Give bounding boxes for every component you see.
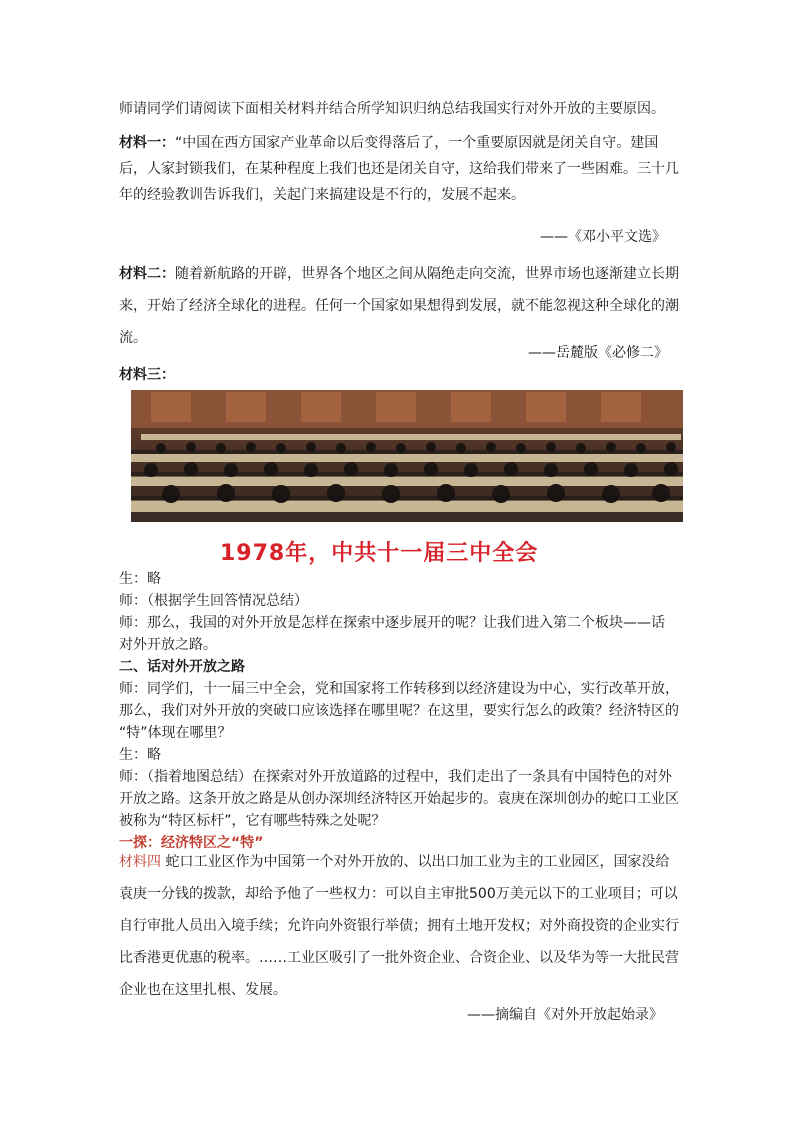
intro-text: 师请同学们请阅读下面相关材料并结合所学知识归纳总结我国实行对外开放的主要原因。 [119, 101, 665, 117]
section-2-heading: 二、话对外开放之路 [119, 659, 245, 675]
sub-heading: 一探：经济特区之“特” [119, 835, 264, 851]
photo-caption: 1978年，中共十一届三中全会 [220, 541, 539, 566]
material-2-label: 材料二： [119, 266, 175, 282]
material-4-label: 材料四 [119, 854, 161, 870]
material-4-source: ——摘编自《对外开放起始录》 [467, 1007, 663, 1023]
material-1-source: ——《邓小平文选》 [540, 229, 666, 245]
dialog-1: 生：略 师：（根据学生回答情况总结） 师：那么，我国的对外开放是怎样在探索中逐步展开的呢？让我们进入第二个板块——话 对外开放之路。 [119, 571, 665, 653]
material-4: 材料四 蛇口工业区作为中国第一个对外开放的、以出口加工业为主的工业园区，国家没给 袁庚一分钱的拨款，却给予他了一些权力：可以自主审批500万美元以下的工业项目；可以 自行审批人员出入境手续；允许向外资银行举债；拥有土地开发权；对外商投资的企业实行 比香港更优惠的税率。……工业区吸引了一批外资企业、合资企业、以及华为等一大批民营 企业也在这里扎根、发展。 [119, 854, 679, 998]
material-2-source: ——岳麓版《必修二》 [528, 345, 668, 361]
material-2: 材料二：随着新航路的开辟，世界各个地区之间从隔绝走向交流，世界市场也逐渐建立长期 来，开始了经济全球化的进程。任何一个国家如果想得到发展，就不能忽视这种全球化的潮 流。 [119, 266, 679, 346]
material-1: 材料一：“中国在西方国家产业革命以后变得落后了，一个重要原因就是闭关自守。建国 后，人家封锁我们，在某种程度上我们也还是闭关自守，这给我们带来了一些困难。三十几 年的经验教训告诉我们，关起门来搞建设是不行的，发展不起来。 [119, 135, 679, 203]
section-2: 二、话对外开放之路 师：同学们，十一届三中全会，党和国家将工作转移到以经济建设为中心，实行改革开放， 那么，我们对外开放的突破口应该选择在哪里呢？在这里，要实行怎么的政策？经济特区的 “特”体现在哪里？ 生：略 师：（指着地图总结）在探索对外开放道路的过程中，我们走出了一条具有中国特色的对外 开放之路。这条开放之路是从创办深圳经济特区开始起步的。袁庚在深圳创办的蛇口工业区 被称为“特区标杆”，它有哪些特殊之处呢？ 一探：经济特区之“特” [119, 656, 679, 854]
material-3-label: 材料三： [119, 367, 175, 383]
material-1-label: 材料一： [119, 135, 175, 151]
